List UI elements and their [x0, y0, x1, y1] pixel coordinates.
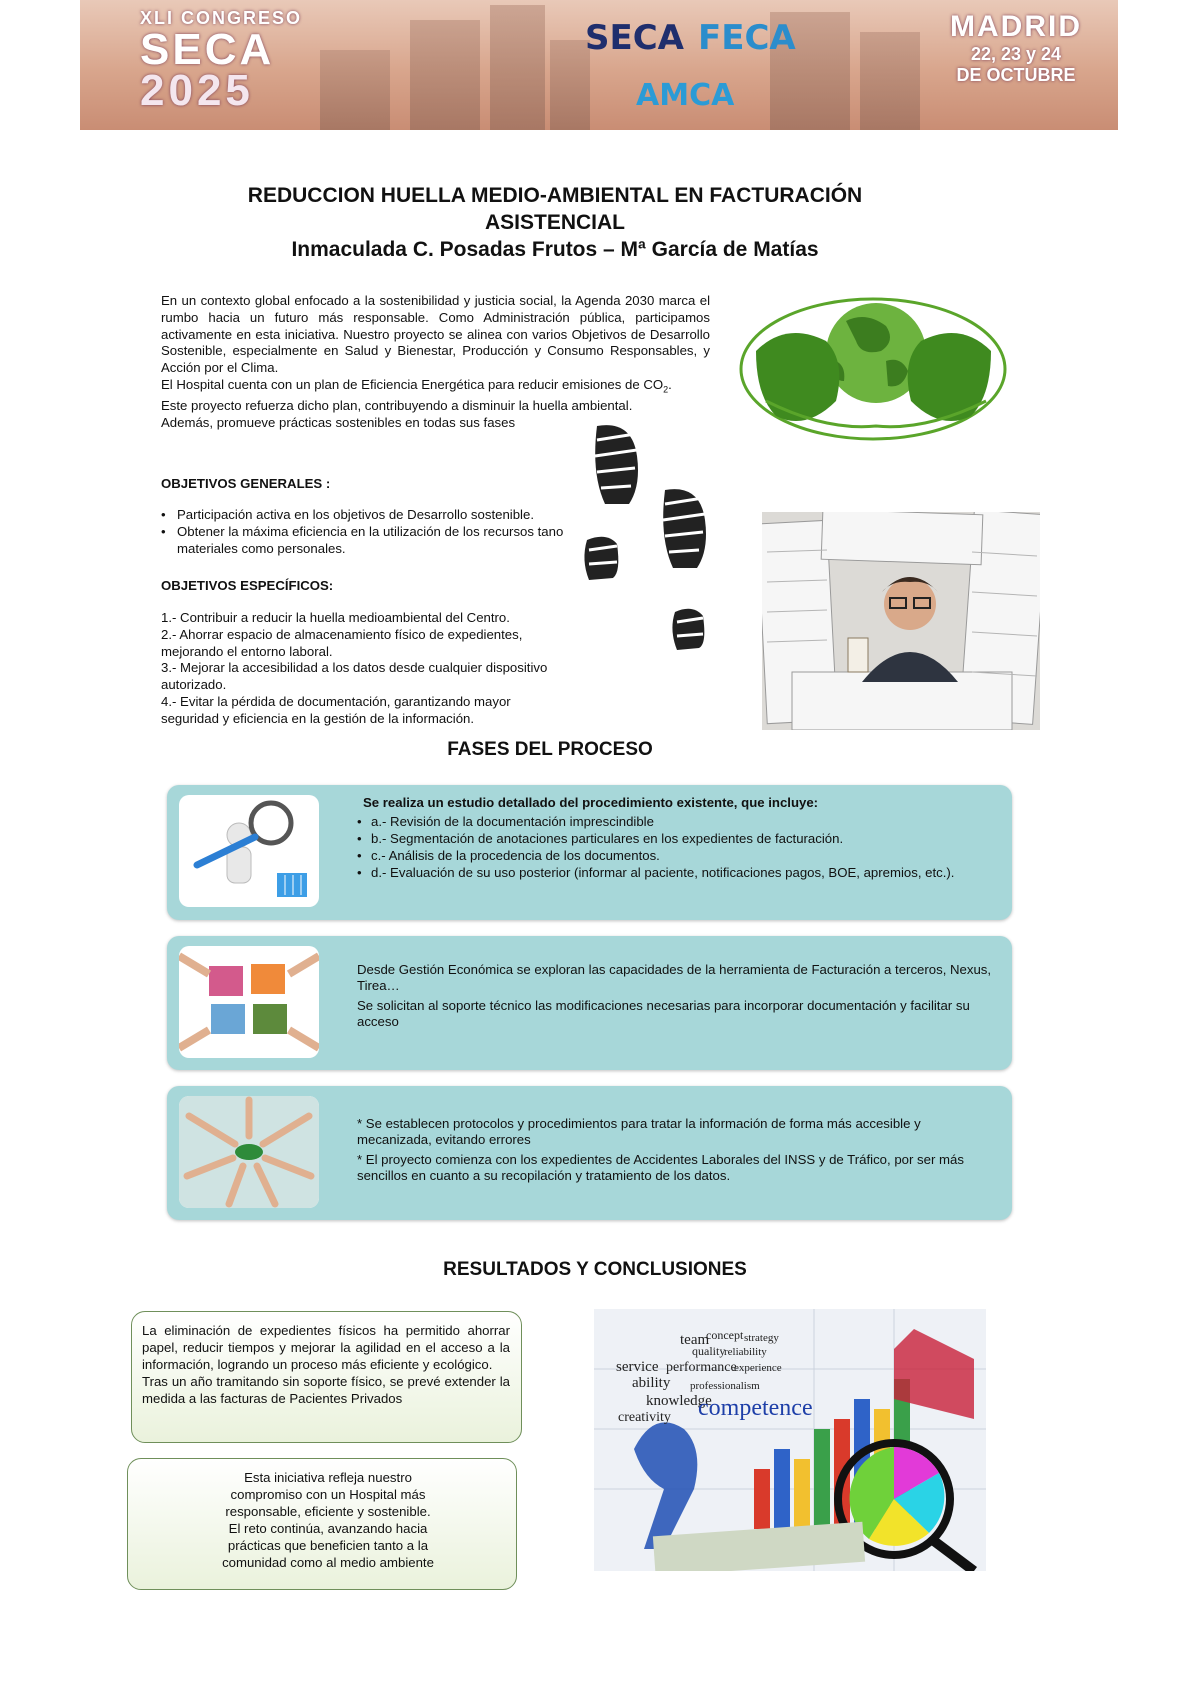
fases-heading: FASES DEL PROCESO — [447, 739, 653, 760]
collage-word: concept — [706, 1328, 744, 1342]
list-item: 2.- Ahorrar espacio de almacenamiento físico de expedientes, mejorando el entorno laboral. — [161, 626, 523, 659]
building-shape — [410, 20, 480, 130]
phase-3-text — [357, 1116, 997, 1183]
result-box-2-text — [188, 1469, 468, 1571]
phase-3-p2: * El proyecto comienza con los expedientes de Accidentes Laborales del INSS y de Tráfico, por ser más sencillos en cuanto a su recopilación y tratamiento de los datos. — [357, 1152, 964, 1183]
congress-line2: SECA — [140, 25, 275, 74]
collage-word: ability — [632, 1375, 671, 1391]
result-box-2-line: compromiso con un Hospital más — [230, 1487, 426, 1502]
collage-word: performance — [666, 1360, 737, 1375]
collage-word: knowledge — [646, 1393, 712, 1409]
title-line2: ASISTENCIAL — [484, 211, 625, 234]
phase-2-box — [167, 936, 1012, 1070]
title-line1: REDUCCION HUELLA MEDIO-AMBIENTAL EN FACTURACIÓN — [247, 184, 863, 207]
dates-line2: DE OCTUBRE — [956, 65, 1076, 85]
phase-3-image — [179, 1096, 319, 1208]
collage-word: competence — [698, 1395, 813, 1421]
result-box-2-line: prácticas que beneficien tanto a la — [227, 1538, 429, 1553]
objetivos-especificos-heading: OBJETIVOS ESPECÍFICOS: — [161, 578, 334, 593]
dates-line1: 22, 23 y 24 — [970, 44, 1062, 64]
congress-location — [950, 10, 1082, 86]
congress-line3: 2025 — [140, 66, 254, 115]
resultados-heading: RESULTADOS Y CONCLUSIONES — [443, 1259, 747, 1280]
phase-3-box — [167, 1086, 1012, 1220]
intro-p4: Además, promueve prácticas sostenibles en todas sus fases — [161, 415, 516, 431]
puzzle-hands-icon — [179, 946, 319, 1058]
collage-word: service — [616, 1359, 659, 1375]
phase-1-box — [167, 785, 1012, 920]
list-item: • Participación activa en los objetivos de Desarrollo sostenible. — [177, 507, 577, 524]
phase-1-list — [357, 813, 997, 882]
phase-1-text — [357, 795, 997, 881]
list-item: • Obtener la máxima eficiencia en la utilización de los recursos tano materiales como personales. — [177, 524, 577, 558]
result-box-2-line: responsable, eficiente y sostenible. — [225, 1504, 431, 1519]
intro-p3: Este proyecto refuerza dicho plan, contribuyendo a disminuir la huella ambiental. — [161, 398, 633, 414]
footprints-icon — [567, 420, 747, 676]
result-box-1-p2: Tras un año tramitando sin soporte físico, se prevé extender la medida a las facturas de Pacientes Privados — [142, 1374, 510, 1406]
pointing-hands-icon — [179, 1096, 319, 1208]
business-collage-image — [594, 1309, 986, 1571]
collage-word: reliability — [724, 1346, 767, 1358]
authors: Inmaculada C. Posadas Frutos – Mª García de Matías — [291, 238, 819, 261]
result-box-2 — [127, 1458, 517, 1590]
objetivos-generales-list — [161, 507, 577, 557]
collage-word: creativity — [618, 1410, 671, 1425]
intro-p1: En un contexto global enfocado a la sostenibilidad y justicia social, la Agenda 2030 marca el rumbo hacia un futuro más responsable. Como Administración pública, participamos activamente en esta iniciativa. Nuestro proyecto se alinea con varios Objetivos de Desarrollo Sostenible, especialmente en Salud y Bienestar, Producción y Consumo Responsables, y Acción por el Clima. — [161, 293, 710, 376]
paperwork-man-image — [762, 512, 1040, 730]
phase-2-p2: Se solicitan al soporte técnico las modificaciones necesarias para incorporar documentación y facilitar su acceso — [357, 998, 970, 1029]
amca-logo-text: AMCA — [636, 78, 735, 113]
collage-word: professionalism — [690, 1380, 760, 1392]
feca-logo-text: FECA — [698, 18, 796, 58]
result-box-1-text — [142, 1322, 510, 1407]
seca-logo-text: SECA — [585, 18, 684, 58]
congress-banner — [80, 0, 1118, 130]
phase-2-image — [179, 946, 319, 1058]
intro-text — [161, 293, 710, 432]
seca-logo — [585, 18, 684, 58]
amca-logo — [636, 78, 734, 113]
phase-1-image — [179, 795, 319, 907]
list-item: • b.- Segmentación de anotaciones particulares en los expedientes de facturación. — [371, 830, 997, 847]
building-shape — [320, 50, 390, 130]
list-item: 1.- Contribuir a reducir la huella medioambiental del Centro. — [161, 610, 510, 625]
feca-logo — [698, 18, 796, 58]
intro-p2-text: El Hospital cuenta con un plan de Eficiencia Energética para reducir emisiones de CO — [161, 376, 664, 392]
city-label: MADRID — [950, 10, 1082, 43]
intro-p2 — [161, 377, 710, 398]
intro-p2-end: . — [668, 376, 672, 392]
result-box-1-p1: La eliminación de expedientes físicos ha permitido ahorrar papel, reducir tiempos y mejorar la agilidad en el acceso a la información, logrando un proceso más eficiente y ecológico. — [142, 1323, 510, 1372]
congress-line1: XLI CONGRESO — [140, 8, 303, 28]
list-item: • c.- Análisis de la procedencia de los documentos. — [371, 847, 997, 864]
building-shape — [550, 40, 590, 130]
co2-subscript: 2 — [663, 384, 669, 395]
objetivos-generales-heading: OBJETIVOS GENERALES : — [161, 476, 331, 491]
collage-word: team — [680, 1332, 710, 1348]
building-shape — [860, 32, 920, 130]
poster-title — [140, 182, 970, 264]
list-item: • d.- Evaluación de su uso posterior (informar al paciente, notificaciones pagos, BOE, apremios, etc.). — [371, 864, 997, 881]
objetivos-especificos-list — [161, 610, 571, 728]
phase-3-p1: * Se establecen protocolos y procedimientos para tratar la información de forma más accesible y mecanizada, evitando errores — [357, 1116, 921, 1147]
collage-word: strategy — [744, 1332, 779, 1344]
collage-word: experience — [734, 1362, 782, 1374]
congress-title — [140, 8, 303, 115]
result-box-1 — [131, 1311, 522, 1443]
globe-hands-image — [736, 291, 1011, 443]
phase-2-text — [357, 962, 997, 1029]
collage-word: quality — [692, 1344, 726, 1358]
building-shape — [490, 5, 545, 130]
phase-1-lead: Se realiza un estudio detallado del procedimiento existente, que incluye: — [363, 795, 819, 810]
list-item: • a.- Revisión de la documentación imprescindible — [371, 813, 997, 830]
result-box-2-line: Esta iniciativa refleja nuestro — [244, 1470, 412, 1485]
phase-2-p1: Desde Gestión Económica se exploran las capacidades de la herramienta de Facturación a terceros, Nexus, Tirea… — [357, 962, 992, 993]
result-box-2-line: El reto continúa, avanzando hacia — [228, 1521, 428, 1536]
list-item: 4.- Evitar la pérdida de documentación, garantizando mayor seguridad y eficiencia en la gestión de la información. — [161, 693, 511, 726]
list-item: 3.- Mejorar la accesibilidad a los datos desde cualquier dispositivo autorizado. — [161, 660, 548, 693]
magnifier-figure-icon — [179, 795, 319, 907]
result-box-2-line: comunidad como al medio ambiente — [222, 1555, 434, 1570]
